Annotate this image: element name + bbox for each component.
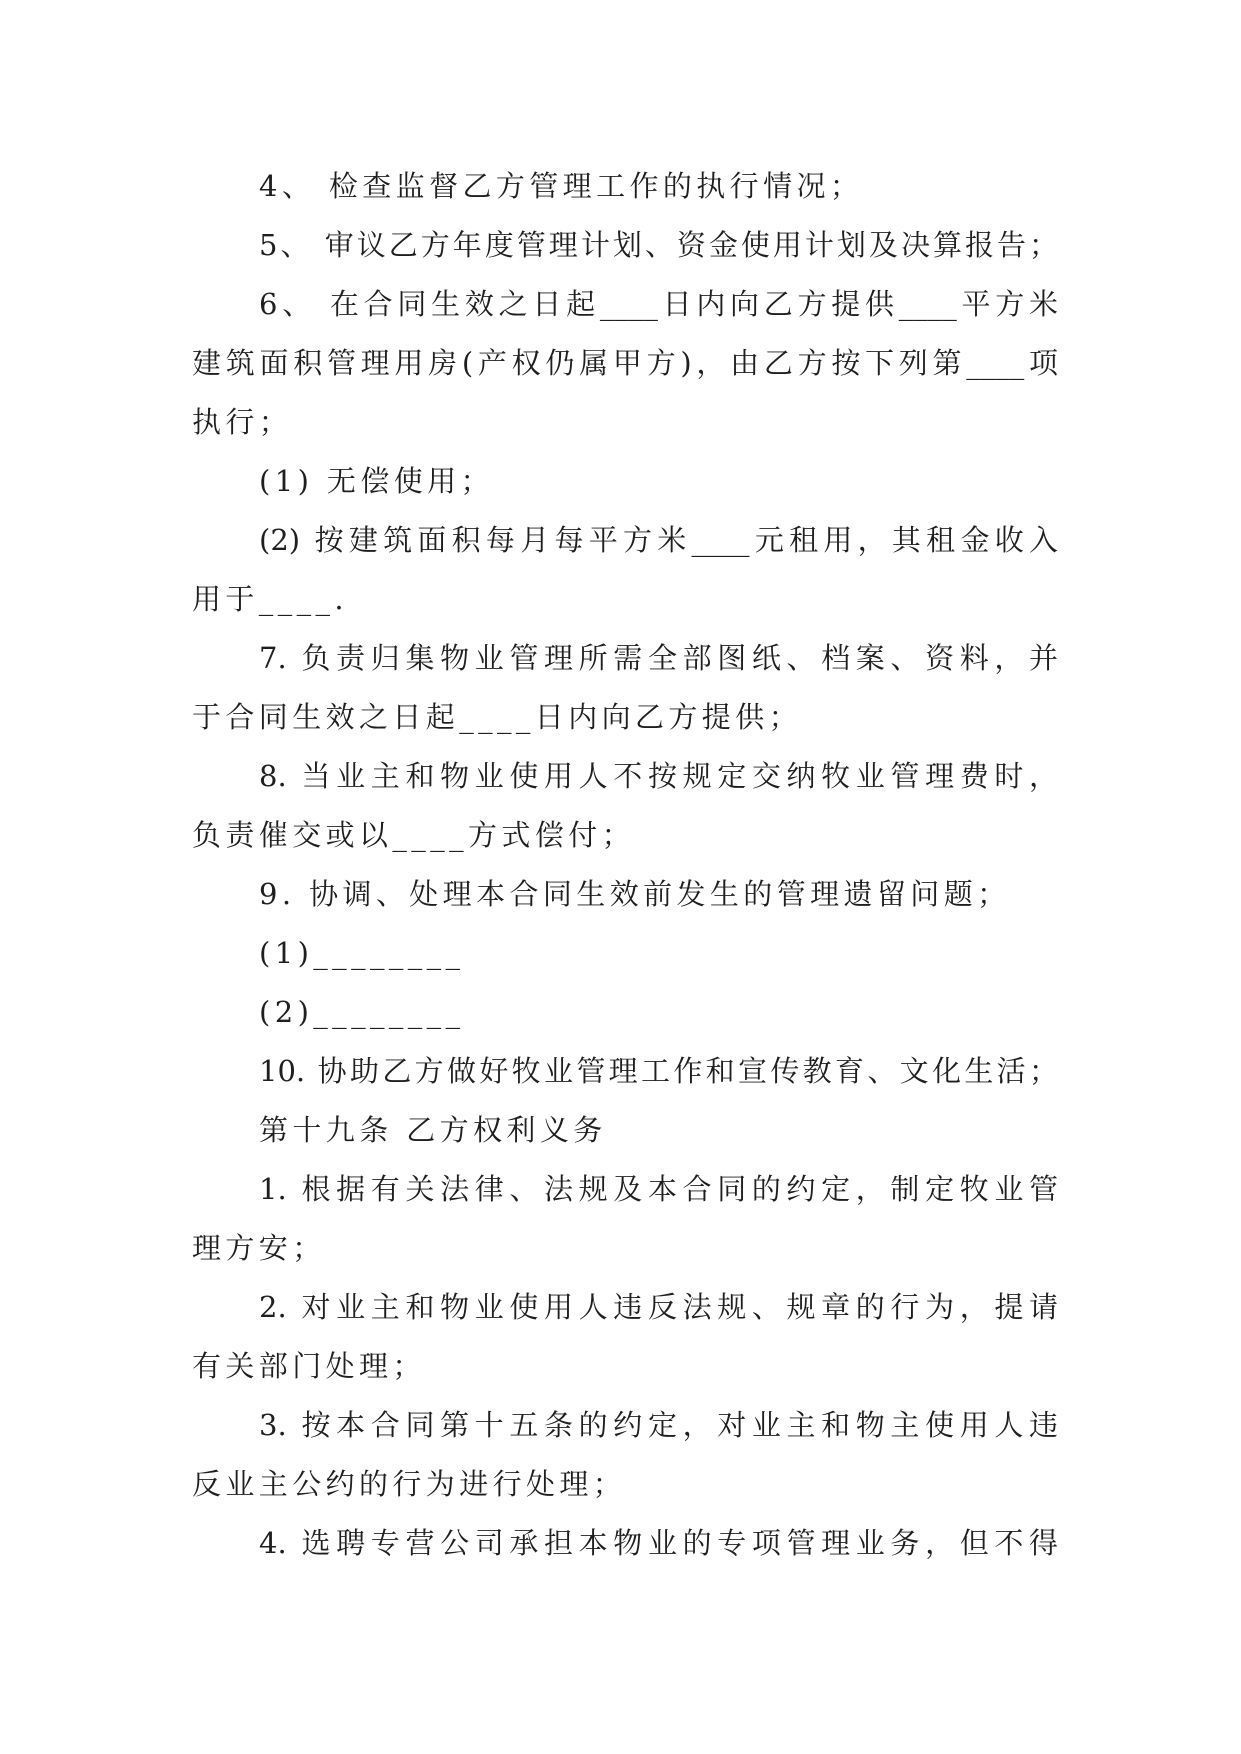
text-line: 于合同生效之日起____日内向乙方提供； bbox=[192, 700, 803, 734]
paragraph-item-4 bbox=[192, 157, 1058, 216]
text-line: 10. 协助乙方做好牧业管理工作和宣传教育、文化生活； bbox=[259, 1054, 1058, 1088]
text-line: 3. 按本合同第十五条的约定，对业主和物主使用人违 bbox=[259, 1408, 1058, 1442]
paragraph-item-8 bbox=[192, 747, 1058, 865]
text-line: 理方安； bbox=[192, 1231, 326, 1265]
text-line: 8. 当业主和物业使用人不按规定交纳牧业管理费时， bbox=[259, 759, 1058, 793]
text-line: 5、 审议乙方年度管理计划、资金使用计划及决算报告； bbox=[259, 228, 1058, 262]
paragraph-item-9 bbox=[192, 865, 1058, 924]
text-line: 4. 选聘专营公司承担本物业的专项管理业务，但不得 bbox=[259, 1526, 1058, 1560]
text-line: (2)________ bbox=[259, 995, 465, 1029]
paragraph-article-item-3 bbox=[192, 1396, 1058, 1514]
paragraph-item-7 bbox=[192, 629, 1058, 747]
paragraph-article-item-4 bbox=[192, 1514, 1058, 1573]
text-line: (1) 无偿使用； bbox=[259, 464, 494, 498]
text-line: 2. 对业主和物业使用人违反法规、规章的行为，提请 bbox=[259, 1290, 1058, 1324]
paragraph-blank-1 bbox=[192, 924, 1058, 983]
paragraph-item-6 bbox=[192, 275, 1058, 452]
text-line: 建筑面积管理用房(产权仍属甲方)，由乙方按下列第____项 bbox=[192, 346, 1058, 380]
paragraph-item-10 bbox=[192, 1042, 1058, 1101]
text-line: 负责催交或以____方式偿付； bbox=[192, 818, 636, 852]
text-line: 执行； bbox=[192, 405, 293, 439]
text-line: 6、 在合同生效之日起____日内向乙方提供____平方米 bbox=[259, 287, 1058, 321]
paragraph-article-item-2 bbox=[192, 1278, 1058, 1396]
paragraph-subitem-2 bbox=[192, 511, 1058, 629]
text-line: 1. 根据有关法律、法规及本合同的约定，制定牧业管 bbox=[259, 1172, 1058, 1206]
text-line: 7. 负责归集物业管理所需全部图纸、档案、资料，并 bbox=[259, 641, 1058, 675]
paragraph-subitem-1 bbox=[192, 452, 1058, 511]
article-heading bbox=[192, 1101, 1058, 1160]
paragraph-article-item-1 bbox=[192, 1160, 1058, 1278]
text-line: (1)________ bbox=[259, 936, 465, 970]
text-line: (2) 按建筑面积每月每平方米____元租用，其租金收入 bbox=[259, 523, 1058, 557]
text-line: 有关部门处理； bbox=[192, 1349, 426, 1383]
text-line: 4、 检查监督乙方管理工作的执行情况； bbox=[259, 169, 864, 203]
paragraph-item-5 bbox=[192, 216, 1058, 275]
text-line: 第十九条 乙方权利义务 bbox=[259, 1113, 607, 1147]
paragraph-blank-2 bbox=[192, 983, 1058, 1042]
text-line: 9. 协调、处理本合同生效前发生的管理遗留问题； bbox=[259, 877, 1011, 911]
document-body bbox=[192, 157, 1058, 1573]
text-line: 反业主公约的行为进行处理； bbox=[192, 1467, 627, 1501]
text-line: 用于____. bbox=[192, 582, 349, 616]
